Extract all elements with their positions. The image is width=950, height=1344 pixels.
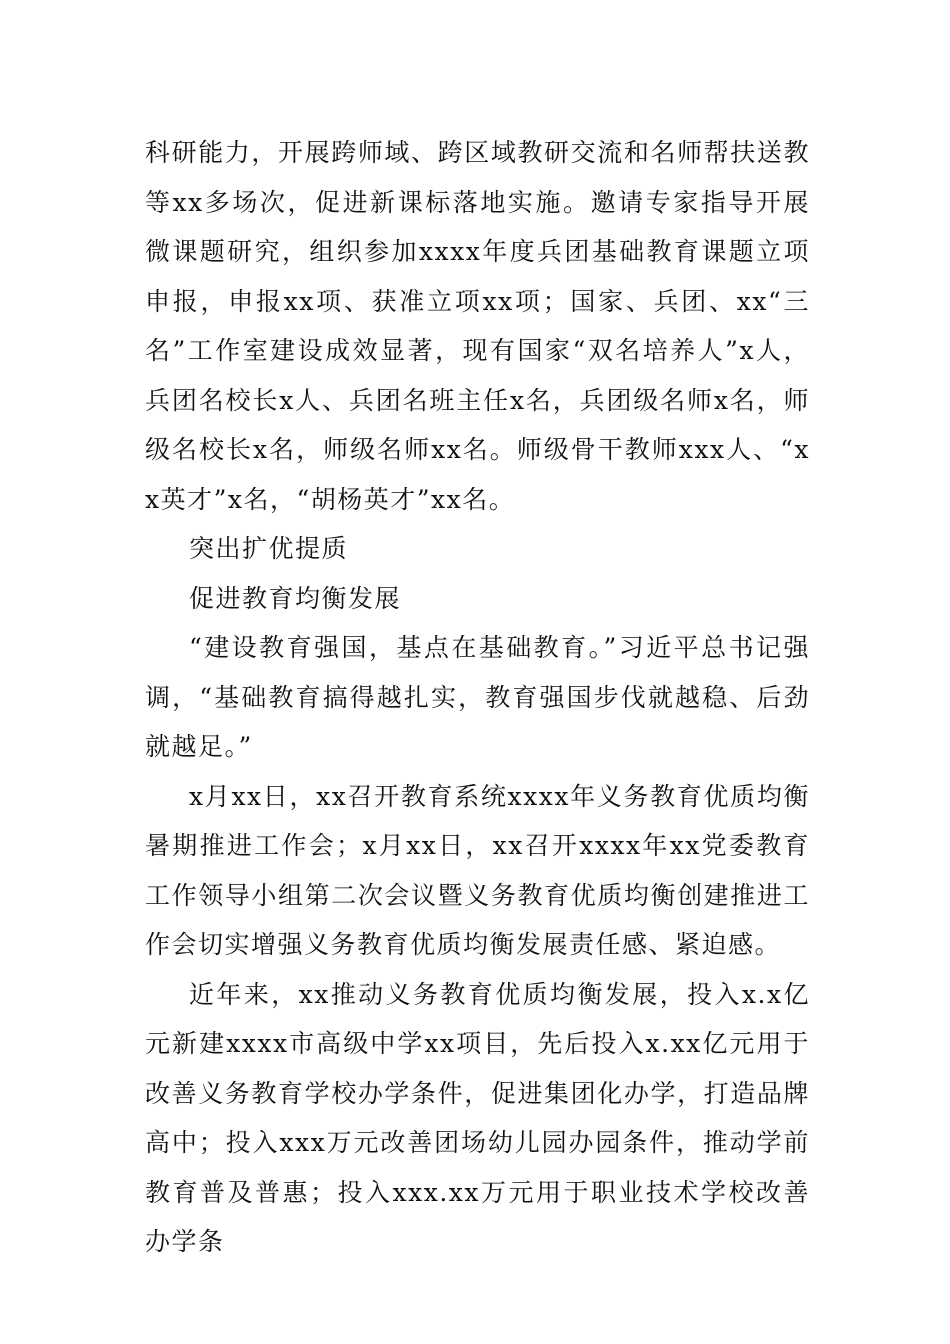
- paragraph-meetings: x月xx日，xx召开教育系统xxxx年义务教育优质均衡暑期推进工作会；x月xx日，xx召开xxxx年xx党委教育工作领导小组第二次会议暨义务教育优质均衡创建推进工作会切实增强义务教育优质均衡发展责任感、紧迫感。: [145, 781, 810, 959]
- paragraph-teacher-development: 科研能力，开展跨师域、跨区域教研交流和名师帮扶送教等xx多场次，促进新课标落地实施。邀请专家指导开展微课题研究，组织参加xxxx年度兵团基础教育课题立项申报，申报xx项、获准立项xx项；国家、兵团、xx“三名”工作室建设成效显著，现有国家“双名培养人”x人，兵团名校长x人、兵团名班主任x名，兵团级名师x名，师级名校长x名，师级名师xx名。师级骨干教师xxx人、“xx英才”x名，“胡杨英才”xx名。: [145, 138, 810, 514]
- paragraph-quote: “建设教育强国，基点在基础教育。”习近平总书记强调，“基础教育搞得越扎实，教育强国步伐就越稳、后劲就越足。”: [145, 633, 810, 761]
- document-body: [145, 128, 810, 1267]
- paragraph-investment: 近年来，xx推动义务教育优质均衡发展，投入x.x亿元新建xxxx市高级中学xx项目，先后投入x.xx亿元用于改善义务教育学校办学条件，促进集团化办学，打造品牌高中；投入xxx万元改善团场幼儿园办园条件，推动学前教育普及普惠；投入xxx.xx万元用于职业技术学校改善办学条: [145, 979, 810, 1256]
- section-heading-line-2: 促进教育均衡发展: [189, 583, 402, 613]
- section-heading-line-1: 突出扩优提质: [189, 534, 349, 563]
